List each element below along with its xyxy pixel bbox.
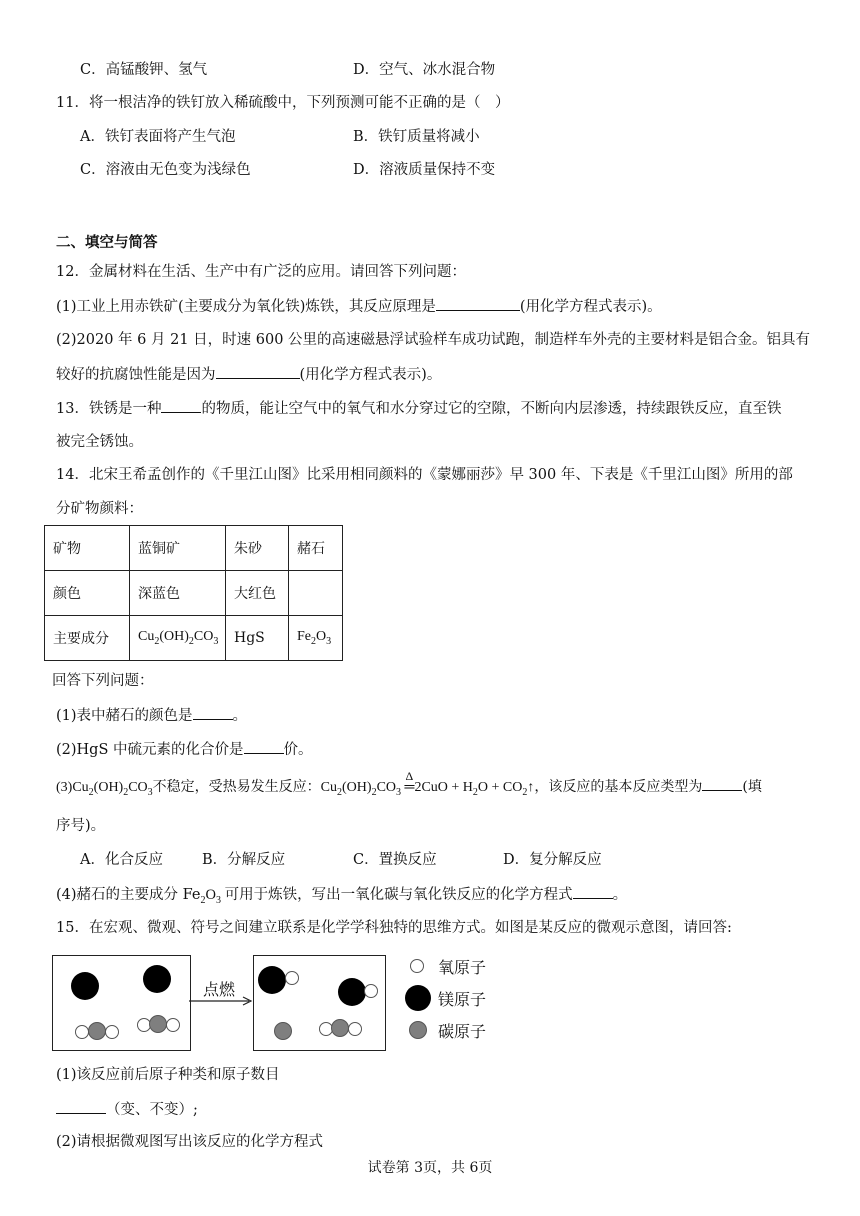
magnesium-atom	[338, 978, 366, 1006]
q14-part2	[56, 739, 313, 760]
q15-stem: 15．在宏观、微观、符号之间建立联系是化学学科独特的思维方式。如图是某反应的微观示意图，请回答:	[56, 920, 732, 936]
oxygen-legend-icon	[410, 959, 424, 973]
q11-stem: 11．将一根洁净的铁钉放入稀硫酸中，下列预测可能不正确的是（ ）	[56, 95, 510, 111]
magnesium-atom	[71, 972, 99, 1000]
q12-part2-line1: (2)2020 年 6 月 21 日，时速 600 公里的高速磁悬浮试验样车成功试跑，制造样车外壳的主要材料是铝合金。铝具有	[56, 332, 811, 348]
table-cell: 矿物	[45, 526, 130, 571]
q10-option-c: C．高锰酸钾、氢气	[80, 62, 208, 78]
q14-part3-equation: $Cu_2(OH)_2CO_3$ ═ Δ $2CuO + H_2O$ + $CO_2↑$	[320, 769, 535, 798]
arrow-label: 点燃	[203, 980, 236, 999]
table-cell-formula-malachite: $Cu_2(OH)_2CO_3$	[130, 616, 226, 661]
table-cell: HgS	[226, 616, 289, 661]
q10-option-d: D．空气、冰水混合物	[353, 62, 496, 78]
q14-option-c: C．置换反应	[353, 852, 437, 868]
reaction-arrow-icon	[189, 995, 255, 1007]
carbon-atom	[331, 1019, 349, 1037]
q14-part1-text-a: (1)表中赭石的颜色是	[56, 708, 193, 724]
q12-part2-text-b: (用化学方程式表示)。	[299, 367, 442, 383]
q14-option-a: A．化合反应	[80, 852, 163, 868]
q14-part4-subscript: $_2O_3$	[200, 887, 221, 906]
q11-option-a: A．铁钉表面将产生气泡	[80, 129, 236, 145]
q14-option-b: B．分解反应	[202, 852, 286, 868]
table-cell: 颜色	[45, 571, 130, 616]
oxygen-atom	[348, 1022, 362, 1036]
magnesium-atom	[143, 965, 171, 993]
q12-part1	[56, 296, 662, 317]
q14-part1-blank[interactable]	[193, 705, 233, 720]
q15-part2: (2)请根据微观图写出该反应的化学方程式	[56, 1134, 324, 1150]
q13-text-a: 13．铁锈是一种	[56, 401, 162, 417]
q15-part1: (1)该反应前后原子种类和原子数目	[56, 1067, 280, 1083]
table-cell	[289, 571, 343, 616]
page-footer: 试卷第 3页，共 6页	[367, 1160, 493, 1176]
q14-part4-text-b: 可用于炼铁，写出一氧化碳与氧化铁反应的化学方程式	[224, 887, 573, 903]
q14-part3-text-c: (填	[742, 779, 762, 795]
table-cell: 深蓝色	[130, 571, 226, 616]
q14-part3-formula: $(3)Cu_2(OH)_2CO_3$	[56, 780, 153, 798]
q13-line2: 被完全锈蚀。	[56, 434, 143, 450]
q12-part2-blank[interactable]	[216, 364, 300, 379]
carbon-legend-icon	[409, 1021, 427, 1039]
carbon-atom	[88, 1022, 106, 1040]
q14-part2-text-a: (2)HgS 中硫元素的化合价是	[56, 742, 244, 758]
q14-option-d: D．复分解反应	[503, 852, 602, 868]
q12-part2-line2	[56, 364, 441, 385]
table-cell: 大红色	[226, 571, 289, 616]
q12-part1-text-a: (1)工业上用赤铁矿(主要成分为氧化铁)炼铁，其反应原理是	[56, 299, 436, 315]
mineral-table	[44, 525, 343, 661]
q14-part3-text-a: 不稳定，受热易发生反应：	[152, 779, 321, 795]
table-cell: 朱砂	[226, 526, 289, 571]
q14-part4-text-c: 。	[612, 887, 628, 903]
q11-option-c: C．溶液由无色变为浅绿色	[80, 162, 251, 178]
table-cell: 主要成分	[45, 616, 130, 661]
reactants-box	[52, 955, 191, 1051]
q15-part1-choice: （变、不变）;	[106, 1102, 198, 1118]
q14-part3-text-b: ，该反应的基本反应类型为	[534, 779, 703, 795]
carbon-atom	[149, 1015, 167, 1033]
q12-stem: 12．金属材料在生活、生产中有广泛的应用。请回答下列问题：	[56, 264, 466, 280]
magnesium-atom	[258, 966, 286, 994]
q12-part1-text-b: (用化学方程式表示)。	[519, 299, 662, 315]
products-box	[253, 955, 386, 1051]
oxygen-atom	[105, 1025, 119, 1039]
table-row	[45, 526, 343, 571]
q15-part1-blank[interactable]	[56, 1099, 106, 1114]
q11-option-d: D．溶液质量保持不变	[353, 162, 496, 178]
q15-part1-answer	[56, 1099, 198, 1120]
q13-text-b: 的物质，能让空气中的氧气和水分穿过它的空隙，不断向内层渗透，持续跟铁反应，直至铁	[201, 401, 782, 417]
oxygen-atom	[285, 971, 299, 985]
carbon-atom	[274, 1022, 292, 1040]
oxygen-atom	[75, 1025, 89, 1039]
q12-part1-blank[interactable]	[436, 296, 520, 311]
q14-line2: 分矿物颜料：	[56, 501, 143, 517]
q14-answer-prompt: 回答下列问题：	[52, 673, 154, 689]
legend-carbon-label: 碳原子	[438, 1022, 487, 1041]
q14-part3	[56, 769, 762, 803]
table-cell: 蓝铜矿	[130, 526, 226, 571]
legend-magnesium-label: 镁原子	[438, 990, 487, 1009]
q14-part4-blank[interactable]	[573, 884, 613, 899]
q11-option-b: B．铁钉质量将减小	[353, 129, 480, 145]
q14-line1: 14．北宋王希孟创作的《千里江山图》比采用相同颜料的《蒙娜丽莎》早 300 年、下表是《千里江山图》所用的部	[56, 467, 793, 483]
q14-part2-text-b: 价。	[283, 742, 313, 758]
q13-blank[interactable]	[161, 398, 201, 413]
table-cell-formula-hematite: $Fe_2O_3$	[289, 616, 343, 661]
q14-part1	[56, 705, 247, 726]
q12-part2-text-a: 较好的抗腐蚀性能是因为	[56, 367, 216, 383]
legend-oxygen-label: 氧原子	[438, 958, 487, 977]
q13-line1	[56, 398, 781, 419]
table-cell: 赭石	[289, 526, 343, 571]
q14-part2-blank[interactable]	[244, 739, 284, 754]
q14-part4	[56, 884, 627, 911]
table-row	[45, 571, 343, 616]
oxygen-atom	[166, 1018, 180, 1032]
q14-part3-line2: 序号)。	[56, 818, 106, 834]
magnesium-legend-icon	[405, 985, 431, 1011]
section-title: 二、填空与简答	[56, 234, 158, 251]
table-row	[45, 616, 343, 661]
q14-part1-text-b: 。	[232, 708, 248, 724]
oxygen-atom	[364, 984, 378, 998]
q14-part3-blank[interactable]	[702, 776, 742, 791]
q14-part4-text-a: (4)赭石的主要成分 Fe	[56, 887, 201, 903]
